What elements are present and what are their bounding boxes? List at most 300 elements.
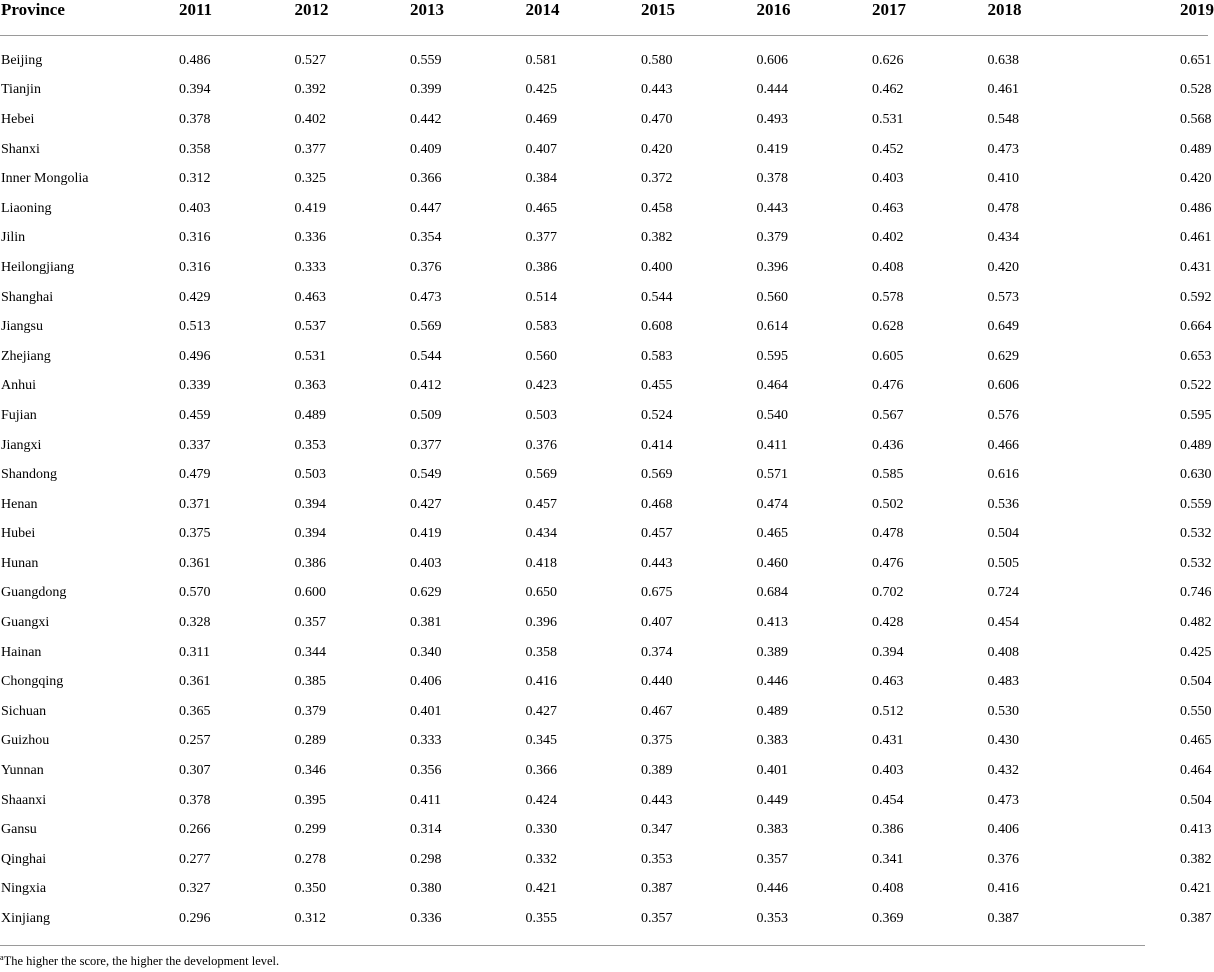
- score-cell: 0.431: [1180, 259, 1212, 275]
- score-cell: 0.569: [525, 467, 557, 483]
- score-cell: 0.459: [179, 407, 211, 423]
- score-cell: 0.537: [294, 319, 326, 335]
- province-cell: Shanxi: [1, 141, 40, 157]
- score-cell: 0.394: [294, 526, 326, 542]
- score-cell: 0.386: [525, 259, 557, 275]
- score-cell: 0.443: [641, 555, 673, 571]
- score-cell: 0.514: [525, 289, 557, 305]
- score-cell: 0.314: [410, 822, 442, 838]
- score-cell: 0.298: [410, 851, 442, 867]
- score-cell: 0.413: [1180, 822, 1212, 838]
- score-cell: 0.452: [872, 141, 904, 157]
- score-cell: 0.467: [641, 703, 673, 719]
- column-header-year: 2011: [168, 0, 284, 36]
- table-row: [0, 845, 1208, 875]
- table-row: [0, 342, 1208, 372]
- score-cell: 0.353: [756, 911, 788, 927]
- score-cell: 0.434: [525, 526, 557, 542]
- score-cell: 0.606: [987, 378, 1019, 394]
- score-cell: 0.512: [872, 703, 904, 719]
- footnote-text: The higher the score, the higher the development level.: [3, 954, 280, 968]
- score-cell: 0.431: [872, 733, 904, 749]
- score-cell: 0.447: [410, 200, 442, 216]
- score-cell: 0.430: [987, 733, 1019, 749]
- score-cell: 0.702: [872, 585, 904, 601]
- score-cell: 0.408: [872, 259, 904, 275]
- score-cell: 0.333: [410, 733, 442, 749]
- score-cell: 0.403: [872, 763, 904, 779]
- score-cell: 0.402: [294, 111, 326, 127]
- footnote-marker: a: [0, 953, 4, 962]
- score-cell: 0.479: [179, 467, 211, 483]
- province-cell: Inner Mongolia: [1, 171, 89, 187]
- score-cell: 0.382: [641, 230, 673, 246]
- score-cell: 0.567: [872, 407, 904, 423]
- score-cell: 0.386: [294, 555, 326, 571]
- score-cell: 0.336: [410, 911, 442, 927]
- score-cell: 0.375: [179, 526, 211, 542]
- score-cell: 0.421: [525, 881, 557, 897]
- score-cell: 0.378: [179, 792, 211, 808]
- score-cell: 0.503: [525, 407, 557, 423]
- score-cell: 0.353: [294, 437, 326, 453]
- score-cell: 0.454: [987, 615, 1019, 631]
- score-cell: 0.434: [987, 230, 1019, 246]
- table-row: [0, 401, 1208, 431]
- score-cell: 0.354: [410, 230, 442, 246]
- score-cell: 0.332: [525, 851, 557, 867]
- score-cell: 0.476: [872, 378, 904, 394]
- province-cell: Hunan: [1, 555, 39, 571]
- score-cell: 0.392: [294, 82, 326, 98]
- score-cell: 0.548: [987, 111, 1019, 127]
- column-header-province: Province: [0, 0, 168, 36]
- score-cell: 0.387: [987, 911, 1019, 927]
- score-cell: 0.527: [294, 52, 326, 68]
- score-cell: 0.365: [179, 703, 211, 719]
- score-cell: 0.664: [1180, 319, 1212, 335]
- score-cell: 0.406: [987, 822, 1019, 838]
- score-cell: 0.550: [1180, 703, 1212, 719]
- score-cell: 0.377: [410, 437, 442, 453]
- table-footnote: [0, 953, 279, 969]
- score-cell: 0.328: [179, 615, 211, 631]
- score-cell: 0.651: [1180, 52, 1212, 68]
- province-cell: Yunnan: [1, 763, 44, 779]
- province-cell: Ningxia: [1, 881, 47, 897]
- score-cell: 0.461: [987, 82, 1019, 98]
- column-header-year: 2017: [861, 0, 977, 36]
- score-cell: 0.299: [294, 822, 326, 838]
- score-cell: 0.581: [525, 52, 557, 68]
- score-cell: 0.544: [410, 348, 442, 364]
- score-cell: 0.376: [410, 259, 442, 275]
- score-cell: 0.457: [525, 496, 557, 512]
- score-cell: 0.509: [410, 407, 442, 423]
- score-cell: 0.443: [641, 792, 673, 808]
- score-cell: 0.464: [1180, 763, 1212, 779]
- score-cell: 0.530: [987, 703, 1019, 719]
- table-row: [0, 372, 1208, 402]
- score-cell: 0.470: [641, 111, 673, 127]
- score-cell: 0.340: [410, 644, 442, 660]
- column-header-year: 2014: [515, 0, 631, 36]
- score-cell: 0.443: [641, 82, 673, 98]
- table-row: [0, 283, 1208, 313]
- table-row: [0, 460, 1208, 490]
- score-cell: 0.473: [987, 141, 1019, 157]
- score-cell: 0.312: [294, 911, 326, 927]
- province-cell: Hebei: [1, 111, 35, 127]
- score-cell: 0.316: [179, 259, 211, 275]
- table-bottom-rule: [0, 945, 1145, 946]
- score-cell: 0.616: [987, 467, 1019, 483]
- score-cell: 0.344: [294, 644, 326, 660]
- table-row: [0, 904, 1208, 934]
- score-cell: 0.486: [179, 52, 211, 68]
- score-cell: 0.568: [1180, 111, 1212, 127]
- score-cell: 0.358: [525, 644, 557, 660]
- score-cell: 0.454: [872, 792, 904, 808]
- score-cell: 0.394: [872, 644, 904, 660]
- score-cell: 0.540: [756, 407, 788, 423]
- score-cell: 0.376: [987, 851, 1019, 867]
- province-cell: Shandong: [1, 467, 57, 483]
- score-cell: 0.638: [987, 52, 1019, 68]
- score-cell: 0.382: [1180, 851, 1212, 867]
- score-cell: 0.278: [294, 851, 326, 867]
- score-cell: 0.361: [179, 555, 211, 571]
- score-cell: 0.418: [525, 555, 557, 571]
- score-cell: 0.257: [179, 733, 211, 749]
- table-row: [0, 36, 1208, 76]
- score-cell: 0.571: [756, 467, 788, 483]
- table-row: [0, 579, 1208, 609]
- score-cell: 0.544: [641, 289, 673, 305]
- score-cell: 0.629: [987, 348, 1019, 364]
- province-cell: Guangdong: [1, 585, 67, 601]
- score-cell: 0.549: [410, 467, 442, 483]
- score-cell: 0.458: [641, 200, 673, 216]
- score-cell: 0.446: [756, 674, 788, 690]
- score-cell: 0.524: [641, 407, 673, 423]
- score-cell: 0.383: [756, 733, 788, 749]
- score-cell: 0.407: [641, 615, 673, 631]
- score-cell: 0.277: [179, 851, 211, 867]
- score-cell: 0.307: [179, 763, 211, 779]
- score-cell: 0.483: [987, 674, 1019, 690]
- table-row: [0, 164, 1208, 194]
- score-cell: 0.419: [294, 200, 326, 216]
- score-cell: 0.608: [641, 319, 673, 335]
- score-cell: 0.383: [756, 822, 788, 838]
- table-row: [0, 76, 1208, 106]
- province-cell: Heilongjiang: [1, 259, 75, 275]
- table-body: [0, 36, 1212, 934]
- column-header-year: 2012: [284, 0, 400, 36]
- score-cell: 0.376: [525, 437, 557, 453]
- province-cell: Hainan: [1, 644, 42, 660]
- score-cell: 0.463: [872, 674, 904, 690]
- province-cell: Henan: [1, 496, 38, 512]
- score-cell: 0.336: [294, 230, 326, 246]
- score-cell: 0.357: [641, 911, 673, 927]
- score-cell: 0.355: [525, 911, 557, 927]
- score-cell: 0.395: [294, 792, 326, 808]
- score-cell: 0.580: [641, 52, 673, 68]
- score-cell: 0.503: [294, 467, 326, 483]
- score-cell: 0.341: [872, 851, 904, 867]
- score-cell: 0.465: [756, 526, 788, 542]
- score-cell: 0.628: [872, 319, 904, 335]
- score-cell: 0.413: [756, 615, 788, 631]
- score-cell: 0.337: [179, 437, 211, 453]
- score-cell: 0.266: [179, 822, 211, 838]
- score-cell: 0.569: [410, 319, 442, 335]
- score-cell: 0.408: [872, 881, 904, 897]
- score-cell: 0.629: [410, 585, 442, 601]
- province-cell: Hubei: [1, 526, 36, 542]
- score-cell: 0.401: [410, 703, 442, 719]
- table-row: [0, 490, 1208, 520]
- score-cell: 0.469: [525, 111, 557, 127]
- score-cell: 0.478: [872, 526, 904, 542]
- score-cell: 0.531: [294, 348, 326, 364]
- column-header-year: 2018: [977, 0, 1093, 36]
- score-cell: 0.396: [756, 259, 788, 275]
- province-cell: Anhui: [1, 378, 36, 394]
- score-cell: 0.675: [641, 585, 673, 601]
- score-cell: 0.531: [872, 111, 904, 127]
- score-cell: 0.406: [410, 674, 442, 690]
- score-cell: 0.724: [987, 585, 1019, 601]
- score-cell: 0.366: [525, 763, 557, 779]
- score-cell: 0.442: [410, 111, 442, 127]
- score-cell: 0.420: [1180, 171, 1212, 187]
- province-cell: Zhejiang: [1, 348, 51, 364]
- score-cell: 0.377: [525, 230, 557, 246]
- score-cell: 0.414: [641, 437, 673, 453]
- province-cell: Jilin: [1, 230, 26, 246]
- score-cell: 0.653: [1180, 348, 1212, 364]
- score-cell: 0.444: [756, 82, 788, 98]
- score-cell: 0.522: [1180, 378, 1212, 394]
- score-cell: 0.436: [872, 437, 904, 453]
- province-cell: Sichuan: [1, 703, 47, 719]
- score-cell: 0.446: [756, 881, 788, 897]
- score-cell: 0.346: [294, 763, 326, 779]
- score-cell: 0.410: [987, 171, 1019, 187]
- table-row: [0, 520, 1208, 550]
- table-row: [0, 224, 1208, 254]
- score-cell: 0.333: [294, 259, 326, 275]
- score-cell: 0.311: [179, 644, 210, 660]
- score-cell: 0.402: [872, 230, 904, 246]
- score-cell: 0.357: [756, 851, 788, 867]
- score-cell: 0.592: [1180, 289, 1212, 305]
- table-row: [0, 549, 1208, 579]
- score-cell: 0.325: [294, 171, 326, 187]
- score-cell: 0.380: [410, 881, 442, 897]
- score-cell: 0.327: [179, 881, 211, 897]
- score-cell: 0.419: [410, 526, 442, 542]
- score-cell: 0.381: [410, 615, 442, 631]
- score-cell: 0.505: [987, 555, 1019, 571]
- score-cell: 0.421: [1180, 881, 1212, 897]
- score-cell: 0.513: [179, 319, 211, 335]
- province-cell: Qinghai: [1, 851, 47, 867]
- score-cell: 0.424: [525, 792, 557, 808]
- score-cell: 0.345: [525, 733, 557, 749]
- score-cell: 0.385: [294, 674, 326, 690]
- score-cell: 0.356: [410, 763, 442, 779]
- table-row: [0, 105, 1208, 135]
- score-cell: 0.605: [872, 348, 904, 364]
- score-cell: 0.630: [1180, 467, 1212, 483]
- score-cell: 0.363: [294, 378, 326, 394]
- score-cell: 0.394: [179, 82, 211, 98]
- column-header-year: 2015: [630, 0, 746, 36]
- score-cell: 0.400: [641, 259, 673, 275]
- province-cell: Shanghai: [1, 289, 54, 305]
- score-cell: 0.746: [1180, 585, 1212, 601]
- score-cell: 0.468: [641, 496, 673, 512]
- score-cell: 0.375: [641, 733, 673, 749]
- score-cell: 0.474: [756, 496, 788, 512]
- score-cell: 0.427: [525, 703, 557, 719]
- score-cell: 0.536: [987, 496, 1019, 512]
- table-row: [0, 727, 1208, 757]
- province-cell: Liaoning: [1, 200, 52, 216]
- score-cell: 0.389: [641, 763, 673, 779]
- score-cell: 0.463: [294, 289, 326, 305]
- score-cell: 0.372: [641, 171, 673, 187]
- province-cell: Xinjiang: [1, 911, 50, 927]
- score-cell: 0.559: [410, 52, 442, 68]
- score-cell: 0.411: [410, 792, 441, 808]
- score-cell: 0.560: [525, 348, 557, 364]
- score-cell: 0.504: [987, 526, 1019, 542]
- score-cell: 0.496: [179, 348, 211, 364]
- table-row: [0, 312, 1208, 342]
- score-cell: 0.403: [410, 555, 442, 571]
- score-cell: 0.504: [1180, 674, 1212, 690]
- score-cell: 0.425: [1180, 644, 1212, 660]
- score-cell: 0.443: [756, 200, 788, 216]
- score-cell: 0.408: [987, 644, 1019, 660]
- score-cell: 0.559: [1180, 496, 1212, 512]
- score-cell: 0.595: [756, 348, 788, 364]
- score-cell: 0.399: [410, 82, 442, 98]
- score-cell: 0.371: [179, 496, 211, 512]
- province-cell: Gansu: [1, 822, 37, 838]
- province-cell: Shaanxi: [1, 792, 47, 808]
- province-cell: Jiangxi: [1, 437, 42, 453]
- score-cell: 0.369: [872, 911, 904, 927]
- score-cell: 0.614: [756, 319, 788, 335]
- score-cell: 0.374: [641, 644, 673, 660]
- score-cell: 0.493: [756, 111, 788, 127]
- score-cell: 0.532: [1180, 555, 1212, 571]
- score-cell: 0.412: [410, 378, 442, 394]
- score-cell: 0.650: [525, 585, 557, 601]
- score-cell: 0.504: [1180, 792, 1212, 808]
- score-cell: 0.473: [410, 289, 442, 305]
- score-cell: 0.455: [641, 378, 673, 394]
- score-cell: 0.489: [294, 407, 326, 423]
- score-cell: 0.394: [294, 496, 326, 512]
- score-cell: 0.316: [179, 230, 211, 246]
- score-cell: 0.478: [987, 200, 1019, 216]
- score-cell: 0.409: [410, 141, 442, 157]
- score-cell: 0.289: [294, 733, 326, 749]
- score-cell: 0.560: [756, 289, 788, 305]
- score-cell: 0.461: [1180, 230, 1212, 246]
- score-cell: 0.440: [641, 674, 673, 690]
- score-cell: 0.347: [641, 822, 673, 838]
- score-cell: 0.578: [872, 289, 904, 305]
- score-cell: 0.489: [1180, 141, 1212, 157]
- score-cell: 0.407: [525, 141, 557, 157]
- province-cell: Guizhou: [1, 733, 50, 749]
- score-cell: 0.462: [872, 82, 904, 98]
- province-cell: Tianjin: [1, 82, 41, 98]
- province-cell: Fujian: [1, 407, 37, 423]
- score-cell: 0.460: [756, 555, 788, 571]
- score-cell: 0.420: [641, 141, 673, 157]
- score-cell: 0.573: [987, 289, 1019, 305]
- header-row: [0, 0, 1208, 36]
- column-header-year: 2016: [746, 0, 862, 36]
- score-cell: 0.606: [756, 52, 788, 68]
- score-cell: 0.464: [756, 378, 788, 394]
- score-cell: 0.425: [525, 82, 557, 98]
- table-row: [0, 786, 1208, 816]
- score-cell: 0.427: [410, 496, 442, 512]
- score-cell: 0.366: [410, 171, 442, 187]
- score-cell: 0.489: [756, 703, 788, 719]
- table-row: [0, 667, 1208, 697]
- score-cell: 0.476: [872, 555, 904, 571]
- table-row: [0, 638, 1208, 668]
- score-cell: 0.379: [294, 703, 326, 719]
- table-row: [0, 431, 1208, 461]
- score-cell: 0.389: [756, 644, 788, 660]
- column-header-year: 2019: [1092, 0, 1208, 36]
- score-cell: 0.416: [987, 881, 1019, 897]
- score-cell: 0.384: [525, 171, 557, 187]
- score-cell: 0.583: [525, 319, 557, 335]
- score-cell: 0.585: [872, 467, 904, 483]
- score-cell: 0.502: [872, 496, 904, 512]
- score-cell: 0.463: [872, 200, 904, 216]
- score-cell: 0.378: [756, 171, 788, 187]
- table-row: [0, 875, 1208, 905]
- score-cell: 0.420: [987, 259, 1019, 275]
- score-cell: 0.361: [179, 674, 211, 690]
- score-cell: 0.649: [987, 319, 1019, 335]
- score-cell: 0.387: [641, 881, 673, 897]
- column-header-year: 2013: [399, 0, 515, 36]
- score-cell: 0.457: [641, 526, 673, 542]
- score-cell: 0.465: [1180, 733, 1212, 749]
- score-cell: 0.583: [641, 348, 673, 364]
- table-row: [0, 194, 1208, 224]
- score-cell: 0.570: [179, 585, 211, 601]
- score-cell: 0.403: [872, 171, 904, 187]
- score-cell: 0.486: [1180, 200, 1212, 216]
- score-cell: 0.353: [641, 851, 673, 867]
